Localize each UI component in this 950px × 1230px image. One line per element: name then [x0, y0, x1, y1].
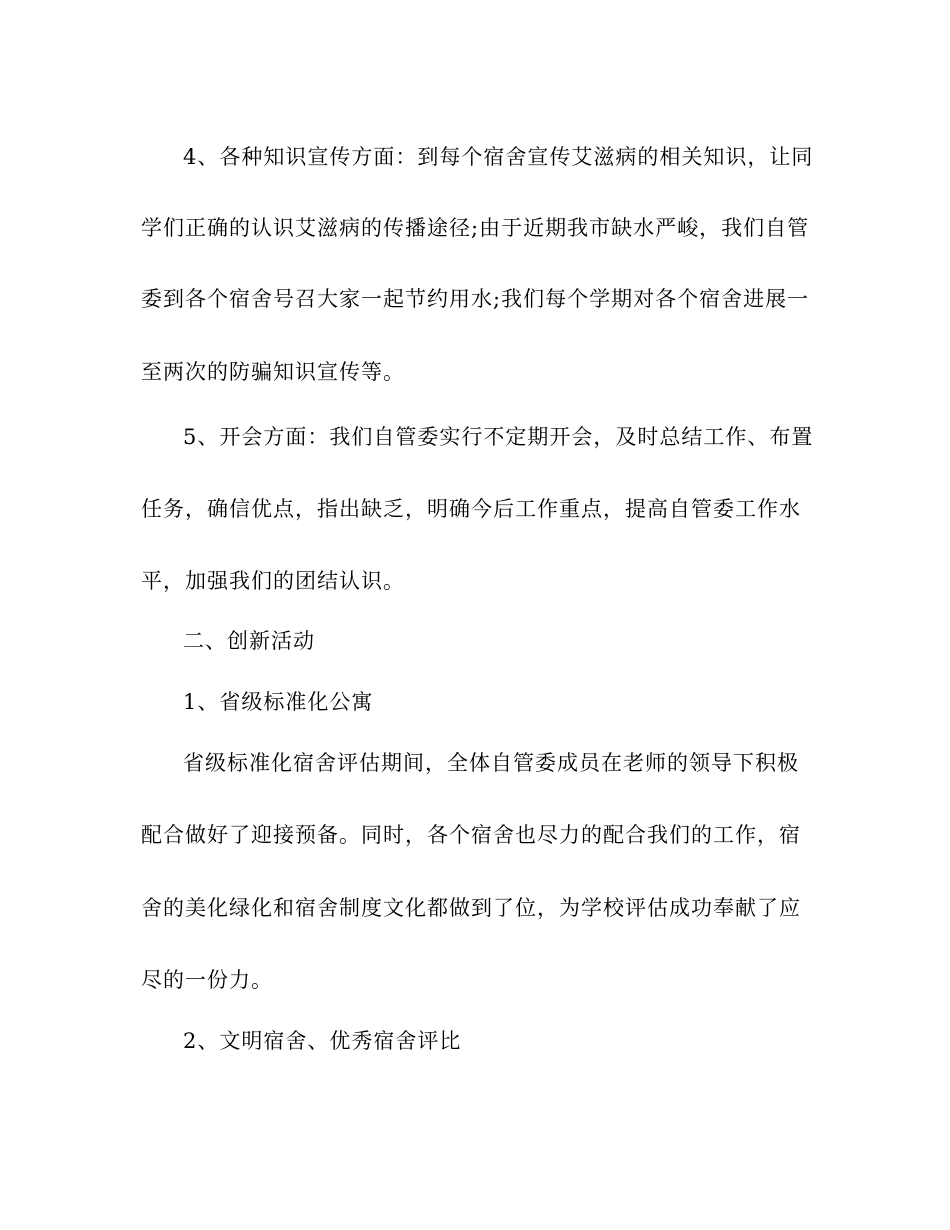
paragraph-1-line-1: 4、各种知识宣传方面：到每个宿舍宣传艾滋病的相关知识，让同: [183, 145, 814, 169]
section-heading: 二、创新活动: [183, 629, 315, 653]
paragraph-2-line-3: 平，加强我们的团结认识。: [141, 569, 405, 593]
paragraph-2-line-1: 5、开会方面：我们自管委实行不定期开会，及时总结工作、布置: [183, 425, 814, 449]
subsection-2-heading: 2、文明宿舍、优秀宿舍评比: [183, 1029, 462, 1053]
paragraph-3-line-4: 尽的一份力。: [141, 968, 273, 992]
paragraph-3-line-1: 省级标准化宿舍评估期间，全体自管委成员在老师的领导下积极: [183, 751, 799, 775]
paragraph-3-line-3: 舍的美化绿化和宿舍制度文化都做到了位，为学校评估成功奉献了应: [141, 896, 801, 920]
paragraph-1-line-3: 委到各个宿舍号召大家一起节约用水;我们每个学期对各个宿舍进展一: [141, 287, 810, 311]
subsection-1-heading: 1、省级标准化公寓: [183, 690, 374, 714]
paragraph-1-line-4: 至两次的防骗知识宣传等。: [141, 360, 405, 384]
paragraph-2-line-2: 任务，确信优点，指出缺乏，明确今后工作重点，提高自管委工作水: [141, 497, 801, 521]
paragraph-1-line-2: 学们正确的认识艾滋病的传播途径;由于近期我市缺水严峻，我们自管: [141, 216, 810, 240]
paragraph-3-line-2: 配合做好了迎接预备。同时，各个宿舍也尽力的配合我们的工作，宿: [141, 823, 801, 847]
